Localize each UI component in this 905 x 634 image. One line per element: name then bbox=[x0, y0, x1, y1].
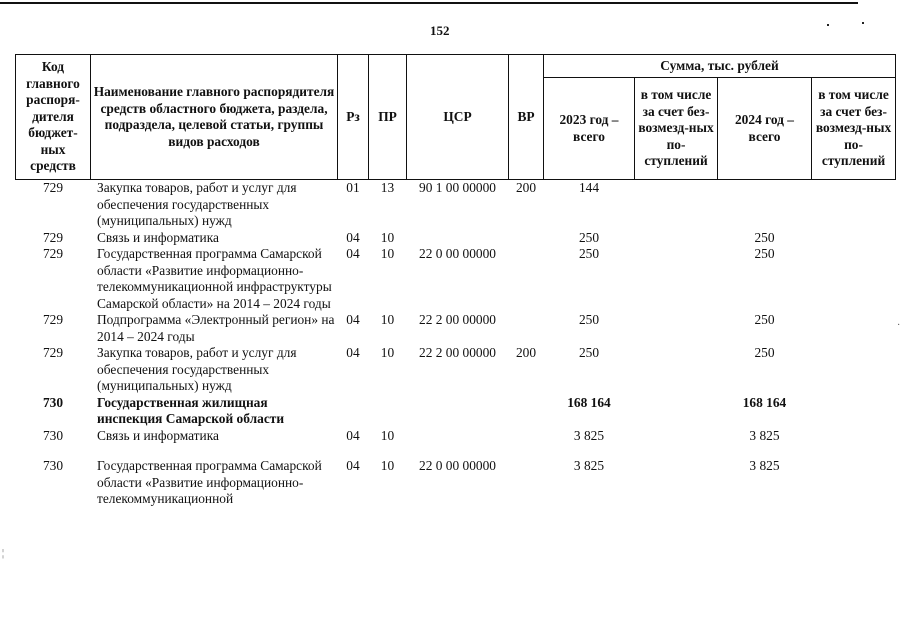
cell-code: 729 bbox=[42, 180, 64, 195]
header-name: Наименование главного распорядителя средств областного бюджета, раздела, подраздела, целевой статьи, группы видов расходов bbox=[91, 55, 338, 180]
cell-2023-free bbox=[635, 428, 718, 445]
cell-2024-total: 168 164 bbox=[742, 394, 787, 410]
header-code: Код главного распоря-дителя бюджет-ных средств bbox=[16, 55, 91, 180]
table-header bbox=[16, 55, 896, 180]
table-row bbox=[16, 312, 896, 345]
cell-name: Закупка товаров, работ и услуг для обеспечения государственных (муниципальных) нужд bbox=[97, 180, 297, 228]
cell-rz: 04 bbox=[346, 458, 360, 473]
table-row bbox=[16, 230, 896, 247]
cell-vr: 200 bbox=[515, 345, 537, 360]
cell-2023-free bbox=[635, 312, 718, 345]
cell-rz: 04 bbox=[346, 427, 360, 443]
cell-2024-total: 250 bbox=[754, 345, 775, 360]
cell-vr bbox=[509, 444, 544, 508]
cell-name: Государственная жилищная инспекция Самарской области bbox=[97, 394, 285, 426]
table-row bbox=[16, 428, 896, 445]
cell-2023-total: 250 bbox=[578, 312, 600, 327]
budget-table bbox=[15, 54, 896, 508]
cell-csr bbox=[407, 428, 509, 445]
cell-2023-total: 144 bbox=[578, 180, 600, 195]
table-row bbox=[16, 444, 896, 508]
cell-2024-total bbox=[718, 180, 812, 230]
cell-2024-free bbox=[812, 345, 896, 395]
header-pr: ПР bbox=[369, 55, 407, 180]
cell-rz: 04 bbox=[346, 345, 360, 360]
cell-csr bbox=[407, 395, 509, 428]
cell-vr bbox=[509, 312, 544, 345]
page-number: 152 bbox=[430, 23, 450, 38]
cell-vr bbox=[509, 246, 544, 312]
cell-2024-free bbox=[812, 395, 896, 428]
cell-2023-free bbox=[635, 444, 718, 508]
cell-pr: 10 bbox=[380, 246, 395, 261]
header-vr: ВР bbox=[509, 55, 544, 180]
header-sum-group: Сумма, тыс. рублей bbox=[544, 55, 896, 78]
cell-pr: 10 bbox=[380, 312, 395, 327]
cell-rz: 01 bbox=[346, 180, 360, 195]
cell-2024-free bbox=[812, 444, 896, 508]
cell-2023-total: 168 164 bbox=[567, 394, 611, 410]
cell-csr: 22 0 00 00000 bbox=[419, 458, 496, 473]
cell-rz: 04 bbox=[346, 246, 360, 261]
cell-rz: 04 bbox=[346, 312, 360, 327]
cell-2024-total: 3 825 bbox=[749, 458, 780, 473]
scan-speck bbox=[827, 24, 829, 26]
cell-csr: 22 0 00 00000 bbox=[419, 246, 496, 261]
cell-csr bbox=[407, 230, 509, 247]
cell-csr: 22 2 00 00000 bbox=[419, 345, 496, 360]
cell-2024-free bbox=[812, 230, 896, 247]
cell-2023-free bbox=[635, 230, 718, 247]
cell-2024-free bbox=[812, 246, 896, 312]
cell-csr: 22 2 00 00000 bbox=[419, 312, 496, 327]
top-rule bbox=[0, 2, 858, 4]
cell-name: Государственная программа Самарской области «Развитие информационно-телекоммуникационной инфраструктуры Самарской области» на 2014 – 2024 годы bbox=[97, 246, 332, 311]
cell-vr: 200 bbox=[515, 180, 537, 195]
cell-code: 730 bbox=[42, 458, 64, 473]
cell-name: Связь и информатика bbox=[97, 427, 219, 443]
table-body bbox=[16, 180, 896, 508]
cell-name: Подпрограмма «Электронный регион» на 2014 – 2024 годы bbox=[97, 312, 335, 344]
cell-2023-total: 250 bbox=[578, 246, 600, 261]
table-row bbox=[16, 180, 896, 230]
cell-pr: 10 bbox=[380, 458, 395, 473]
cell-code: 729 bbox=[42, 345, 64, 360]
cell-pr: 10 bbox=[380, 345, 395, 360]
header-csr: ЦСР bbox=[407, 55, 509, 180]
cell-2024-total: 250 bbox=[754, 229, 775, 245]
cell-2023-free bbox=[635, 345, 718, 395]
scan-mark: ¦ bbox=[2, 548, 5, 559]
cell-2023-free bbox=[635, 395, 718, 428]
cell-name: Закупка товаров, работ и услуг для обеспечения государственных (муниципальных) нужд bbox=[97, 345, 297, 393]
cell-code: 729 bbox=[42, 312, 64, 327]
cell-vr bbox=[509, 428, 544, 445]
cell-2023-total: 250 bbox=[578, 229, 600, 245]
header-2023-free: в том числе за счет без-возмезд-ных по-ступлений bbox=[635, 78, 718, 180]
cell-code: 730 bbox=[42, 394, 64, 410]
header-2024-total: 2024 год – всего bbox=[718, 78, 812, 180]
table-row bbox=[16, 345, 896, 395]
cell-2024-total: 3 825 bbox=[749, 427, 780, 443]
cell-rz bbox=[338, 395, 369, 428]
cell-pr bbox=[369, 395, 407, 428]
cell-pr: 13 bbox=[380, 180, 395, 195]
cell-pr: 10 bbox=[380, 229, 395, 245]
scan-mark: · bbox=[897, 320, 901, 331]
cell-rz: 04 bbox=[346, 229, 360, 245]
cell-2024-free bbox=[812, 180, 896, 230]
table-row bbox=[16, 246, 896, 312]
cell-2024-free bbox=[812, 312, 896, 345]
cell-name: Государственная программа Самарской области «Развитие информационно-телекоммуникационной bbox=[97, 458, 322, 506]
scan-speck bbox=[862, 22, 864, 24]
cell-2023-free bbox=[635, 180, 718, 230]
cell-2024-total: 250 bbox=[754, 312, 775, 327]
header-rz: Рз bbox=[338, 55, 369, 180]
cell-2023-total: 250 bbox=[578, 345, 600, 360]
cell-csr: 90 1 00 00000 bbox=[419, 180, 496, 195]
cell-vr bbox=[509, 395, 544, 428]
cell-code: 729 bbox=[42, 246, 64, 261]
cell-vr bbox=[509, 230, 544, 247]
cell-pr: 10 bbox=[380, 427, 395, 443]
cell-code: 729 bbox=[42, 229, 64, 245]
cell-2024-total: 250 bbox=[754, 246, 775, 261]
table-row bbox=[16, 395, 896, 428]
cell-name: Связь и информатика bbox=[97, 229, 219, 245]
cell-code: 730 bbox=[42, 427, 64, 443]
header-2024-free: в том числе за счет без-возмезд-ных по-ступлений bbox=[812, 78, 896, 180]
cell-2024-free bbox=[812, 428, 896, 445]
cell-2023-free bbox=[635, 246, 718, 312]
cell-2023-total: 3 825 bbox=[573, 458, 605, 473]
cell-2023-total: 3 825 bbox=[573, 427, 605, 443]
header-2023-total: 2023 год – всего bbox=[544, 78, 635, 180]
